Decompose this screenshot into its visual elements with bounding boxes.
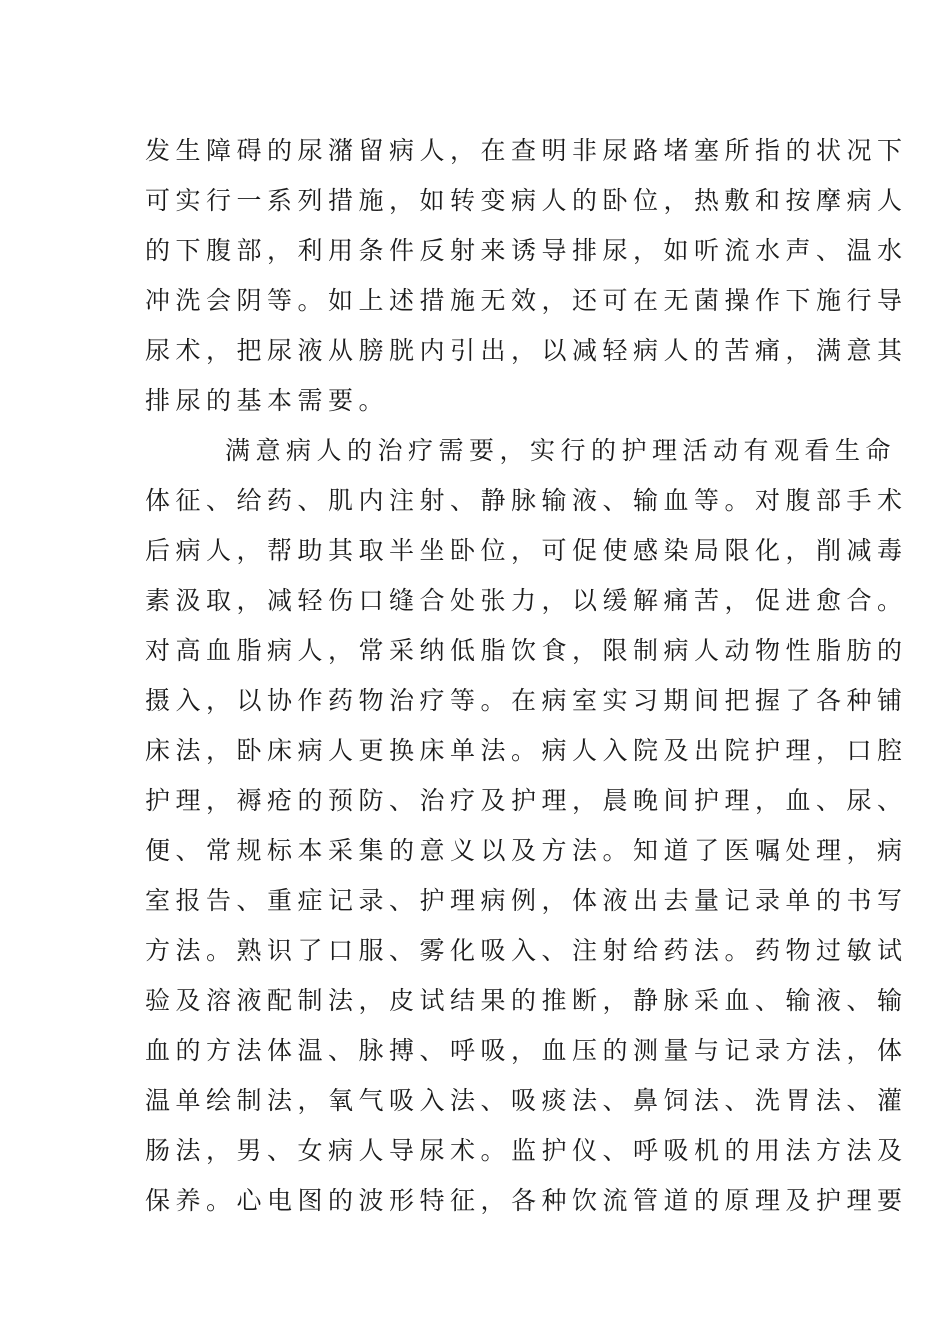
paragraph-line: 对高血脂病人，常采纳低脂饮食，限制病人动物性脂肪的 (145, 636, 908, 665)
paragraph-2 (145, 426, 908, 1226)
paragraph-line: 排尿的基本需要。 (145, 386, 390, 415)
paragraph-line: 验及溶液配制法，皮试结果的推断，静脉采血、输液、输 (145, 986, 908, 1015)
paragraph-line: 方法。熟识了口服、雾化吸入、注射给药法。药物过敏试 (145, 936, 908, 965)
paragraph-line: 素汲取，减轻伤口缝合处张力，以缓解痛苦，促进愈合。 (145, 586, 908, 615)
paragraph-line: 尿术，把尿液从膀胱内引出，以减轻病人的苦痛，满意其 (145, 336, 908, 365)
paragraph-line: 室报告、重症记录、护理病例，体液出去量记录单的书写 (145, 886, 908, 915)
paragraph-line: 床法，卧床病人更换床单法。病人入院及出院护理，口腔 (145, 736, 908, 765)
paragraph-line: 护理，褥疮的预防、治疗及护理，晨晚间护理，血、尿、 (145, 786, 908, 815)
paragraph-line: 肠法，男、女病人导尿术。监护仪、呼吸机的用法方法及 (145, 1136, 908, 1165)
paragraph-line: 温单绘制法，氧气吸入法、吸痰法、鼻饲法、洗胃法、灌 (145, 1086, 908, 1115)
paragraph-line: 发生障碍的尿潴留病人，在查明非尿路堵塞所指的状况下 (145, 136, 908, 165)
paragraph-line: 后病人，帮助其取半坐卧位，可促使感染局限化，削减毒 (145, 536, 908, 565)
paragraph-line: 满意病人的治疗需要，实行的护理活动有观看生命 (225, 436, 897, 465)
paragraph-1 (145, 126, 908, 426)
paragraph-line: 保养。心电图的波形特征，各种饮流管道的原理及护理要 (145, 1186, 908, 1215)
paragraph-line: 冲洗会阴等。如上述措施无效，还可在无菌操作下施行导 (145, 286, 908, 315)
paragraph-line: 摄入，以协作药物治疗等。在病室实习期间把握了各种铺 (145, 686, 908, 715)
paragraph-line: 体征、给药、肌内注射、静脉输液、输血等。对腹部手术 (145, 486, 908, 515)
paragraph-line: 血的方法体温、脉搏、呼吸，血压的测量与记录方法，体 (145, 1036, 908, 1065)
paragraph-line: 便、常规标本采集的意义以及方法。知道了医嘱处理，病 (145, 836, 908, 865)
paragraph-line: 的下腹部，利用条件反射来诱导排尿，如听流水声、温水 (145, 236, 908, 265)
paragraph-line: 可实行一系列措施，如转变病人的卧位，热敷和按摩病人 (145, 186, 908, 215)
